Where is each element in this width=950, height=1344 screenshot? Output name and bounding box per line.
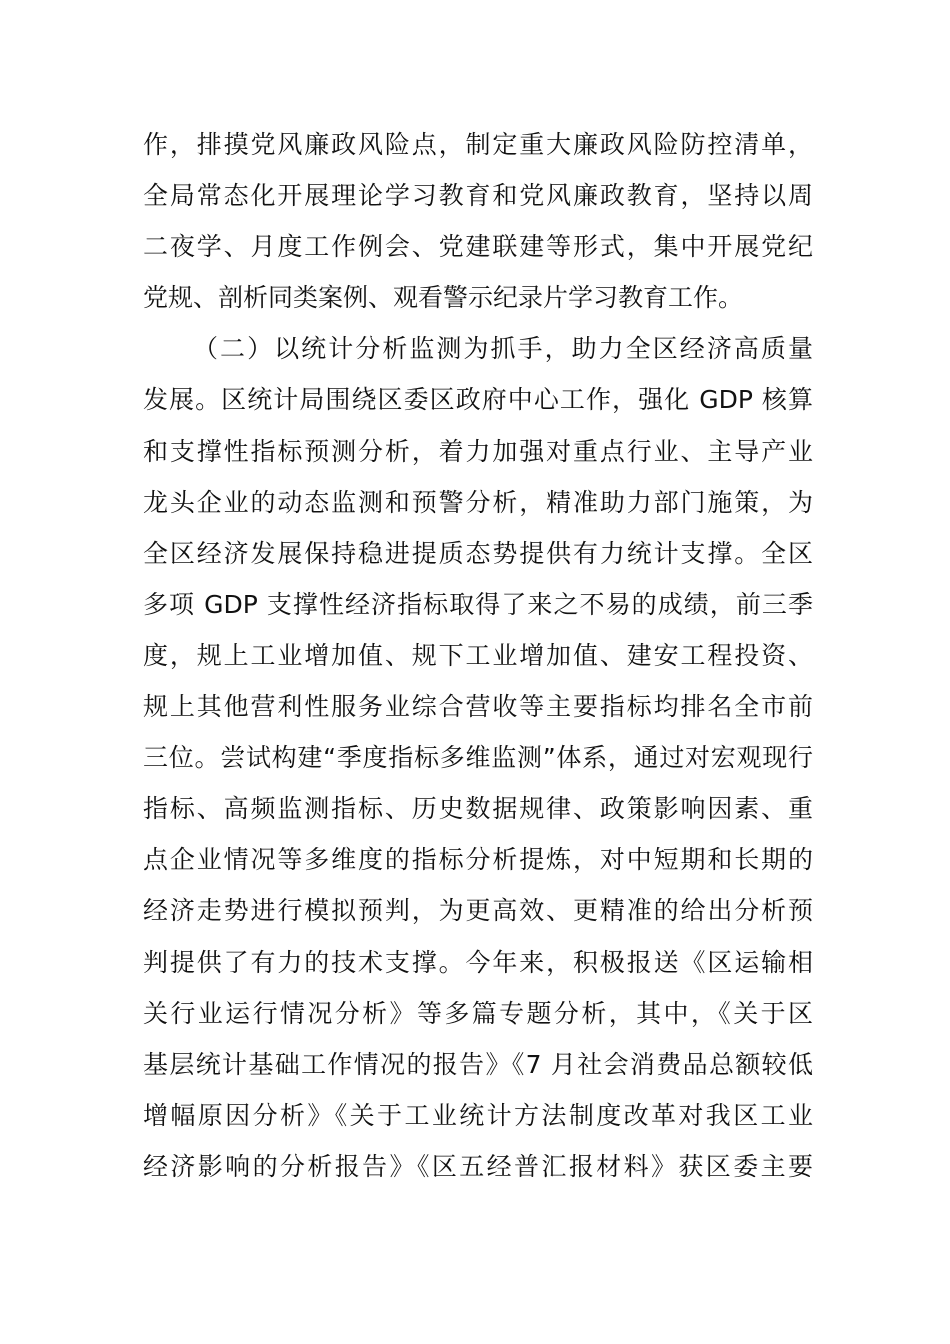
text-line: 发展。区统计局围绕区委区政府中心工作，强化 GDP 核算 [143,385,813,415]
text-line: 增幅原因分析》《关于工业统计方法制度改革对我区工业 [143,1100,813,1130]
text-line: 关行业运行情况分析》等多篇专题分析，其中，《关于区 [143,998,813,1028]
text-line: 指标、高频监测指标、历史数据规律、政策影响因素、重 [143,794,813,824]
text-line: 全局常态化开展理论学习教育和党风廉政教育，坚持以周 [143,181,813,211]
text-line: 经济走势进行模拟预判，为更高效、更精准的给出分析预 [143,896,813,926]
paragraph-end-line: 党规、剖析同类案例、观看警示纪录片学习教育工作。 [143,283,744,313]
text-line: 判提供了有力的技术支撑。今年来，积极报送《区运输相 [143,947,813,977]
text-line: 规上其他营利性服务业综合营收等主要指标均排名全市前 [143,692,813,722]
body-text [143,119,813,1192]
text-line: 和支撑性指标预测分析，着力加强对重点行业、主导产业 [143,436,813,466]
text-line: 全区经济发展保持稳进提质态势提供有力统计支撑。全区 [143,538,813,568]
text-line: 作，排摸党风廉政风险点，制定重大廉政风险防控清单， [143,130,813,159]
section-heading-line: （二）以统计分析监测为抓手，助力全区经济高质量 [193,334,813,364]
text-line: 三位。尝试构建“季度指标多维监测”体系，通过对宏观现行 [143,743,813,773]
text-line: 多项 GDP 支撑性经济指标取得了来之不易的成绩，前三季 [143,589,813,619]
text-line: 经济影响的分析报告》《区五经普汇报材料》获区委主要 [143,1151,813,1181]
text-line: 点企业情况等多维度的指标分析提炼，对中短期和长期的 [143,845,813,875]
text-line: 基层统计基础工作情况的报告》《7 月社会消费品总额较低 [143,1049,813,1079]
text-line: 龙头企业的动态监测和预警分析，精准助力部门施策，为 [143,487,813,517]
text-line: 二夜学、月度工作例会、党建联建等形式，集中开展党纪 [143,232,813,262]
text-line: 度，规上工业增加值、规下工业增加值、建安工程投资、 [143,640,813,670]
